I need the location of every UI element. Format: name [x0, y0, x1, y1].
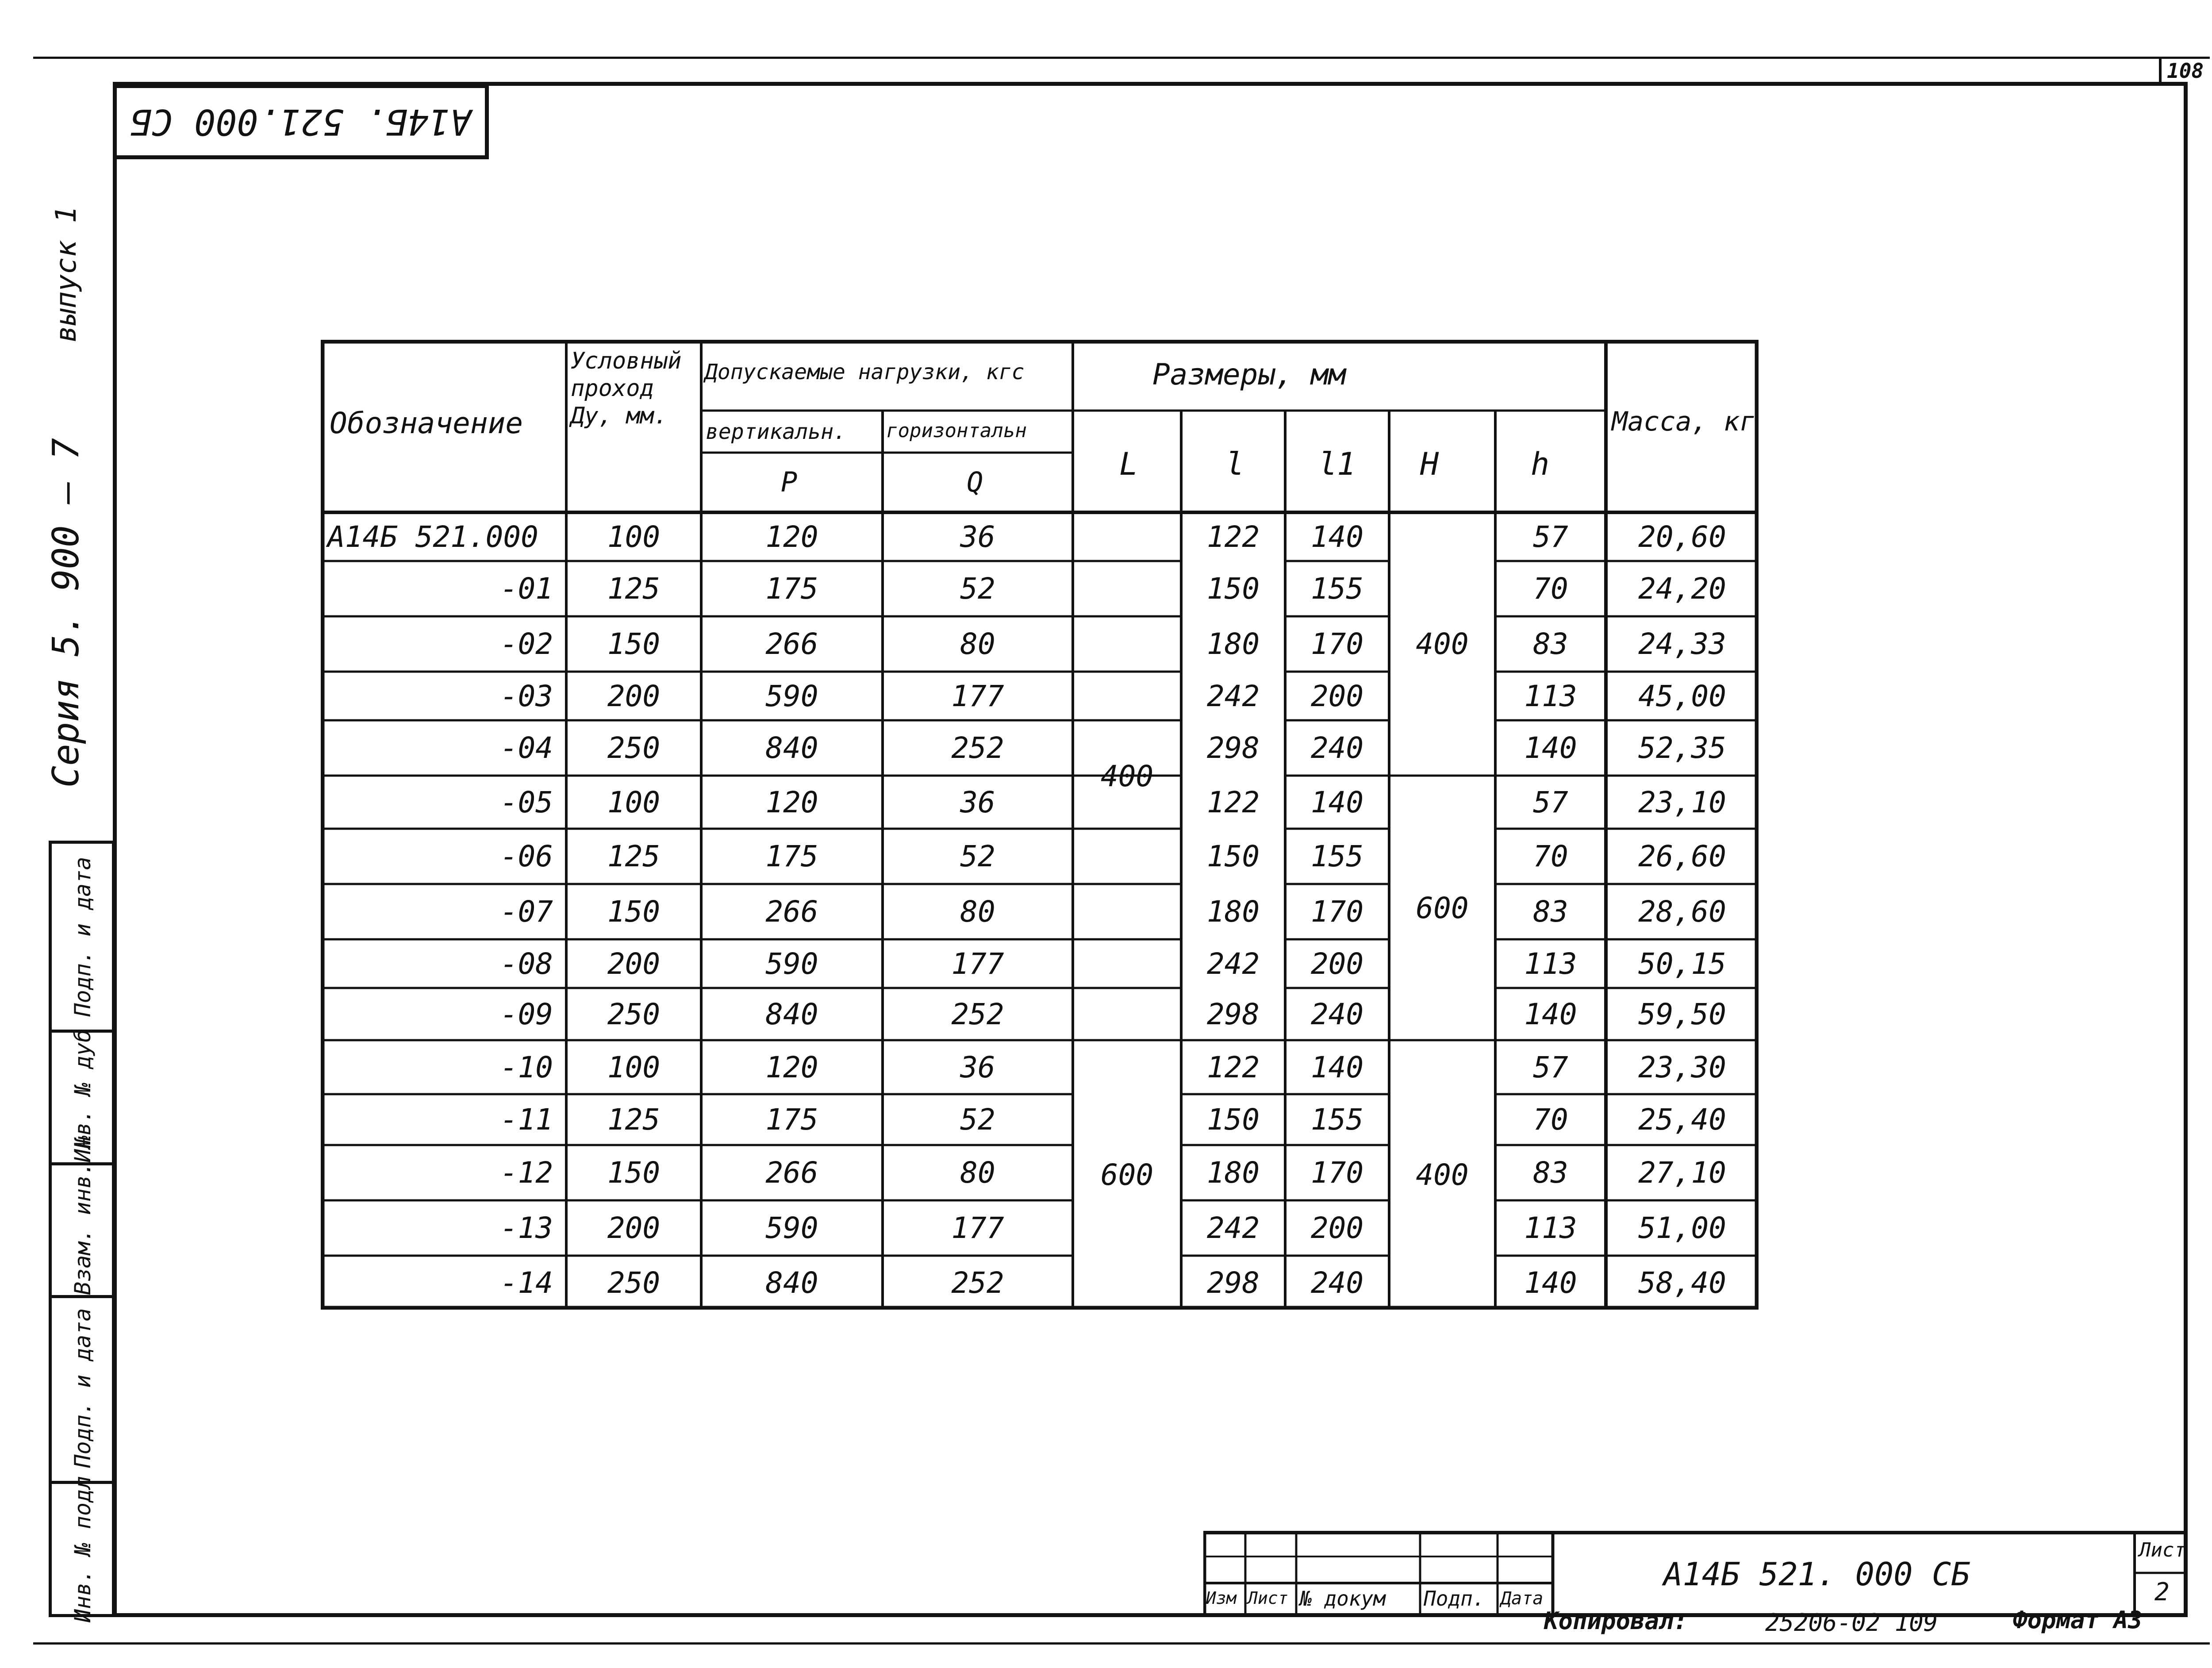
cell-l: 150 [1206, 1103, 1260, 1137]
cell-designation: -13 [500, 1211, 553, 1245]
header-bore-line2: проход [571, 375, 654, 402]
cell-mass: 52,35 [1638, 731, 1726, 765]
header-h: h [1531, 446, 1550, 482]
cell-h: 57 [1533, 785, 1568, 819]
header-l1: l1 [1318, 446, 1356, 482]
sheet-number: 2 [2154, 1578, 2170, 1607]
cell-dn: 150 [607, 1156, 661, 1190]
cell-mass: 58,40 [1638, 1265, 1726, 1300]
cell-l: 242 [1206, 679, 1260, 713]
cell-p: 120 [765, 519, 818, 554]
header-bore-line3: Ду, мм. [571, 403, 668, 429]
header-p: P [781, 466, 798, 498]
cell-q: 177 [951, 1211, 1004, 1245]
document-code: А14Б 521. 000 СБ [1663, 1556, 1970, 1593]
cell-l: 298 [1206, 1265, 1260, 1300]
cell-dn: 125 [607, 1103, 661, 1137]
cell-h: 70 [1533, 572, 1568, 606]
cell-l: 242 [1206, 1211, 1260, 1245]
cell-designation: -11 [500, 1103, 553, 1137]
top-rule [33, 57, 2210, 59]
L-group-1: 400 [1100, 759, 1154, 793]
specification-table [321, 340, 1759, 1310]
cell-q: 36 [960, 1050, 995, 1084]
cell-p: 590 [765, 1211, 818, 1245]
margin-cell-sign-date-2: Подп. и дата [70, 1308, 96, 1468]
header-dimensions: Размеры, мм [1152, 357, 1346, 392]
cell-dn: 100 [607, 519, 661, 554]
H-group-3: 400 [1416, 1158, 1469, 1192]
cell-l: 180 [1206, 895, 1260, 929]
header-L: L [1119, 446, 1138, 482]
header-vertical: вертикальн. [706, 419, 846, 444]
cell-designation: А14Б 521.000 [327, 519, 538, 554]
cell-mass: 23,10 [1638, 785, 1726, 819]
H-group-2: 600 [1416, 891, 1469, 925]
cell-designation: -06 [500, 839, 553, 873]
cell-p: 175 [765, 839, 818, 873]
cell-l1: 155 [1310, 572, 1364, 606]
cell-p: 266 [765, 627, 818, 661]
cell-q: 80 [960, 1156, 995, 1190]
cell-h: 113 [1524, 1211, 1577, 1245]
cell-q: 252 [951, 997, 1004, 1031]
cell-l: 122 [1206, 519, 1260, 554]
cell-p: 266 [765, 1156, 818, 1190]
cell-mass: 59,50 [1638, 997, 1726, 1031]
cell-h: 140 [1524, 1265, 1577, 1300]
cell-h: 70 [1533, 1103, 1568, 1137]
header-mass: Масса, кг [1612, 406, 1756, 437]
cell-l1: 240 [1310, 997, 1364, 1031]
cell-mass: 28,60 [1638, 895, 1726, 929]
tb-label-sign: Подп. [1424, 1587, 1485, 1610]
tb-label-doc: № докум [1300, 1587, 1386, 1610]
margin-cell-dup-inv: Инв. № дуб [70, 1029, 96, 1162]
cell-h: 113 [1524, 679, 1577, 713]
cell-p: 840 [765, 1265, 818, 1300]
cell-designation: -08 [500, 946, 553, 981]
cell-mass: 23,30 [1638, 1050, 1726, 1084]
cell-l1: 200 [1310, 1211, 1364, 1245]
cell-dn: 250 [607, 1265, 661, 1300]
cell-h: 140 [1524, 997, 1577, 1031]
cell-h: 83 [1533, 1156, 1568, 1190]
cell-h: 57 [1533, 1050, 1568, 1084]
cell-designation: -12 [500, 1156, 553, 1190]
cell-dn: 200 [607, 1211, 661, 1245]
cell-l: 122 [1206, 1050, 1260, 1084]
cell-l1: 140 [1310, 1050, 1364, 1084]
cell-p: 175 [765, 572, 818, 606]
cell-p: 120 [765, 1050, 818, 1084]
cell-mass: 24,20 [1638, 572, 1726, 606]
series-label: Серия 5. 900 — 7 [45, 438, 87, 788]
cell-l1: 140 [1310, 519, 1364, 554]
cell-l: 298 [1206, 731, 1260, 765]
tb-label-change: Изм [1206, 1588, 1237, 1608]
cell-l1: 200 [1310, 946, 1364, 981]
cell-mass: 27,10 [1638, 1156, 1726, 1190]
cell-mass: 25,40 [1638, 1103, 1726, 1137]
tb-label-sheet: Лист [1248, 1588, 1288, 1608]
cell-mass: 51,00 [1638, 1211, 1726, 1245]
format-label: Формат А3 [2013, 1606, 2143, 1634]
cell-l1: 170 [1310, 627, 1364, 661]
cell-dn: 125 [607, 839, 661, 873]
cell-q: 252 [951, 731, 1004, 765]
document-stamp-code: А14Б. 521.000 СБ [130, 101, 472, 142]
cell-mass: 24,33 [1638, 627, 1726, 661]
document-stamp-box [113, 84, 489, 159]
cell-q: 177 [951, 679, 1004, 713]
cell-mass: 50,15 [1638, 946, 1726, 981]
cell-dn: 250 [607, 731, 661, 765]
header-loads: Допускаемые нагрузки, кгс [705, 360, 1025, 384]
cell-l1: 140 [1310, 785, 1364, 819]
cell-q: 252 [951, 1265, 1004, 1300]
header-horizontal: горизонтальн [886, 419, 1027, 442]
tb-label-date: Дата [1501, 1588, 1544, 1609]
cell-designation: -07 [500, 895, 553, 929]
bottom-rule [33, 1642, 2210, 1645]
cell-h: 83 [1533, 627, 1568, 661]
sheet-label: Лист [2139, 1539, 2186, 1561]
cell-dn: 100 [607, 785, 661, 819]
cell-mass: 20,60 [1638, 519, 1726, 554]
cell-designation: -09 [500, 997, 553, 1031]
L-group-2: 600 [1100, 1158, 1154, 1192]
cell-l: 298 [1206, 997, 1260, 1031]
cell-q: 36 [960, 785, 995, 819]
cell-l1: 240 [1310, 731, 1364, 765]
cell-p: 840 [765, 997, 818, 1031]
cell-q: 52 [960, 839, 995, 873]
cell-designation: -02 [500, 627, 553, 661]
H-group-1: 400 [1416, 627, 1469, 661]
cell-mass: 45,00 [1638, 679, 1726, 713]
page-number: 108 [2167, 59, 2204, 83]
cell-h: 113 [1524, 946, 1577, 981]
cell-q: 177 [951, 946, 1004, 981]
cell-q: 52 [960, 1103, 995, 1137]
cell-l: 180 [1206, 627, 1260, 661]
cell-l1: 155 [1310, 1103, 1364, 1137]
cell-p: 175 [765, 1103, 818, 1137]
cell-l: 122 [1206, 785, 1260, 819]
cell-p: 840 [765, 731, 818, 765]
margin-cell-sign-date-1: Подп. и дата [70, 857, 96, 1017]
cell-p: 266 [765, 895, 818, 929]
header-designation: Обозначение [330, 406, 523, 440]
cell-l1: 170 [1310, 895, 1364, 929]
cell-designation: -04 [500, 731, 553, 765]
header-bore-line1: Условный [571, 348, 682, 374]
cell-mass: 26,60 [1638, 839, 1726, 873]
page-number-box [2159, 59, 2208, 83]
cell-q: 80 [960, 895, 995, 929]
cell-h: 70 [1533, 839, 1568, 873]
cell-p: 590 [765, 946, 818, 981]
header-q: Q [967, 466, 983, 498]
issue-label: выпуск 1 [50, 206, 83, 343]
margin-cell-replace-inv: Взам. инв. № [70, 1135, 96, 1295]
copy-number: 25206-02 109 [1765, 1609, 1938, 1637]
copied-label: Копировал: [1544, 1607, 1688, 1635]
cell-l: 180 [1206, 1156, 1260, 1190]
margin-stamp-column [49, 841, 115, 1622]
cell-designation: -01 [500, 572, 553, 606]
cell-l: 242 [1206, 946, 1260, 981]
cell-l1: 200 [1310, 679, 1364, 713]
cell-designation: -03 [500, 679, 553, 713]
header-H: H [1420, 446, 1439, 482]
cell-h: 57 [1533, 519, 1568, 554]
margin-cell-orig-inv: Инв. № подл [70, 1476, 96, 1622]
cell-l1: 240 [1310, 1265, 1364, 1300]
header-l: l [1225, 446, 1244, 482]
cell-q: 80 [960, 627, 995, 661]
cell-l1: 170 [1310, 1156, 1364, 1190]
cell-designation: -10 [500, 1050, 553, 1084]
title-block [1203, 1531, 2188, 1617]
cell-q: 52 [960, 572, 995, 606]
cell-dn: 100 [607, 1050, 661, 1084]
cell-h: 83 [1533, 895, 1568, 929]
cell-dn: 200 [607, 679, 661, 713]
cell-h: 140 [1524, 731, 1577, 765]
cell-designation: -14 [500, 1265, 553, 1300]
cell-designation: -05 [500, 785, 553, 819]
cell-l: 150 [1206, 839, 1260, 873]
cell-dn: 125 [607, 572, 661, 606]
cell-p: 590 [765, 679, 818, 713]
cell-l: 150 [1206, 572, 1260, 606]
cell-dn: 150 [607, 895, 661, 929]
cell-dn: 250 [607, 997, 661, 1031]
cell-q: 36 [960, 519, 995, 554]
cell-dn: 200 [607, 946, 661, 981]
cell-l1: 155 [1310, 839, 1364, 873]
cell-p: 120 [765, 785, 818, 819]
cell-dn: 150 [607, 627, 661, 661]
